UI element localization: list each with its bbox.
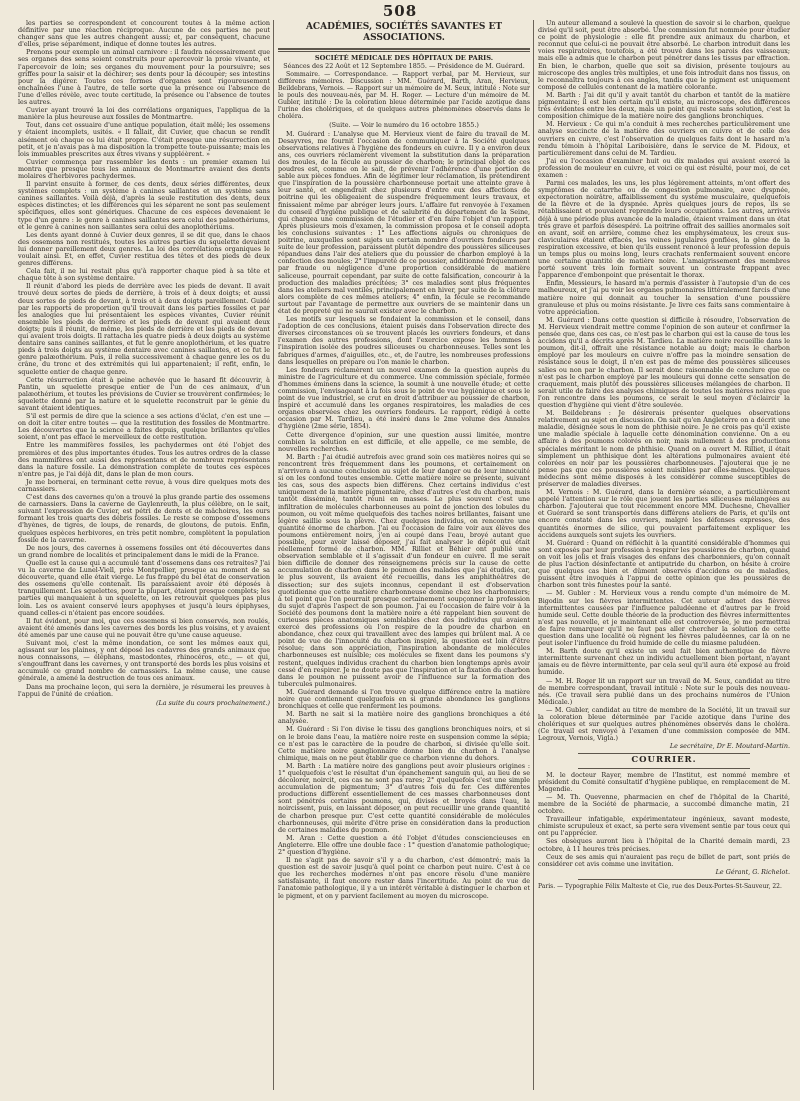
column-rule-left [273,20,274,1090]
secretary-signature: Le secrétaire, Dr E. Moutard-Martin. [669,742,790,751]
minutes-paragraph: Les fondeurs réclamèrent un nouvel examen de la question auprès du ministre de l'agriculture et du commerce. Une commission spéciale, formée d'hommes éminens dans la science, la soumit à une nouvelle étude; et cette commission, l'envisageant à la fois sous le point de vue hygiénique et sous le point de vue industriel, se crut en droit d'attribuer au poussier de charbon, inspiré et accumulé dans les organes respiratoires, les maladies de ces organes observées chez les ouvriers fondeurs. Le rapport, rédigé à cette occasion par M. Tardieu, a été inséré dans le 2me volume des Annales d'hygiène (2me série, 1854). [278,365,530,431]
minutes-paragraph: Cette divergence d'opinion, sur une question aussi limitée, montre combien la solution en est difficile, et elle appelle, ce me semble, de nouvelles recherches. [278,430,530,453]
article-paragraph: Prenons pour exemple un animal carnivore : il faudra nécessairement que ses organes des sens soient construits pour apercevoir la proie vivante, et l'apercevoir de loin; ses organes du mouvement pour la poursuivre; ses griffes pour la saisir et la déchirer; ses dents pour la découper; ses intestins pour la digérer. Toutes ces formes d'organes sont rigoureusement enchaînées l'une à l'autre, de telle sorte que la présence ou l'absence de l'une d'elles révèle, avec toute certitude, la présence ou l'absence de toutes les autres. [18,48,270,107]
courier-heading: COURRIER. [631,755,697,766]
article-paragraph: Je me bornerai, en terminant cette revue, à vous dire quelques mots des carnassiers. [18,477,270,493]
section-title: ACADÉMIES, SOCIÉTÉS SAVANTES ET ASSOCIATIONS. [305,22,503,43]
article-paragraph: S'il est permis de dire que la science a ses actions d'éclat, c'en est une — on doit la citer entre toutes — que la restitution des fossiles de Montmartre. Les découvertes que la science a faites depuis, quelque brillantes qu'elles soient, n'ont pas effacé le merveilleux de cette restitution. [18,412,270,442]
minutes-paragraph: M. Beildebrans : Je désirerais présenter quelques observations relativement au sujet en discussion. On sait qu'en Angleterre on a décrit une maladie, désignée sous le nom de phthisie noire. Je ne crois pas qu'il existe une maladie spéciale à laquelle cette dénomination convienne. On a eu affaire à des poumons colorés en noir, mais nullement à des productions spéciales méritant le nom de phthisie. Quand on a ouvert M. Rilliet, il était simplement un phthisique dont les altérations pulmonaires avaient été colorées en noir par les poussières charbonneuses. J'ajouterai que je ne pense pas que ces poussières soient nuisibles par elles-mêmes. Quelques médecins sont même disposés à les considérer comme susceptibles de préserver de maladies diverses. [538,409,790,488]
minutes-paragraph: — M. Gubler : M. Hervieux vous a rendu compte d'un mémoire de M. Bigodin sur les fièvres intermittentes. Cet auteur admet des fièvres intermittentes causées par l'influence paludéenne et d'autres par le froid humide seul. Cette double théorie de la production des fièvres intermittentes n'est pas nouvelle, et je maintenant elle est controversée, je me permettrai de faire remarquer qu'il ne faut pas aller chercher la solution de cette question dans une localité où règnent les fièvres paludéennes, car là on ne peut isoler l'influence du froid humide de celle du miasme paludéen. [538,589,790,648]
article-paragraph: Cuvier ayant trouvé la loi des corrélations organiques, l'appliqua de la manière la plus heureuse aux fossiles de Montmartre. [18,106,270,122]
column-2 [278,20,530,1096]
title-rule [278,48,530,52]
minutes-paragraph: M. Vernois : M. Guérard, dans la dernière séance, a particulièrement appelé l'attention sur le rôle que jouent les parties siliceuses mélangées au charbon. J'ajouterai que tout récemment encore MM. Duchesne, Chevallier et Guérard se sont transportés dans différens ateliers de Paris, et qu'ils ont encore constaté dans les ouvriers, malgré les défenses expresses, des quantités énormes de silice, qui pouvaient parfaitement expliquer les accidens auxquels sont sujets les ouvriers. [538,488,790,539]
minutes-paragraph: — M. Gubler, candidat au titre de membre de la Société, lit un travail sur la coloration bleue déterminée par l'acide azotique dans l'urine des cholériques et sur quelques autres phénomènes observés dans le choléra. (Ce travail est renvoyé à l'examen d'une commission composée de MM. Legroux, Vernois, Vigla.) [538,705,790,743]
summary: Sommaire. — Correspondance. — Rapport verbal, par M. Hervieux, sur différens mémoires. Discussion : MM. Guérard, Barth, Aran, Hervieux, Beildebrans, Vernois. — Rapport sur un mémoire de M. Seux, intitulé : Note sur le pouls des nouveau-nés, par M. H. Roger. — Lecture d'un mémoire de M. Gubler, intitulé : De la coloration bleue déterminée par l'acide azotique dans l'urine des cholériques, et de quelques autres phénomènes observés dans le choléra. [278,71,530,120]
column-rule-right [533,20,534,1090]
minutes-paragraph: — M. H. Roger lit un rapport sur un travail de M. Seux, candidat au titre de membre correspondant, travail intitulé : Note sur le pouls des nouveau-nés. (Ce travail sera publié dans un des prochains numéros de l'Union Médicale.) [538,676,790,706]
minutes-paragraph: Il ne s'agit pas de savoir s'il y a du charbon, c'est démontré; mais la question est de savoir jusqu'à quel point ce charbon peut nuire. C'est à ce que les recherches modernes n'ont pas encore résolu d'une manière satisfaisante, il faut encore rester dans l'incertitude. Au point de vue de l'anatomie pathologique, il y a un intérêt véritable à distinguer le charbon et le pigment, et on y parvient facilement au moyen du microscope. [278,856,530,900]
courier-paragraph: Ses obsèques auront lieu à l'hôpital de la Charité demain mardi, 23 octobre, à 11 heures très précises. [538,837,790,853]
to-be-continued-note: (La suite du cours prochainement.) [155,698,270,707]
courier-rule-bottom [578,768,750,769]
minutes-paragraph: M. Guérard : L'analyse que M. Hervieux vient de faire du travail de M. Desayvres, me fournit l'occasion de communiquer à la Société quelques observations relatives à l'hygiène des fondeurs en cuivre. Il y a environ deux ans, ces ouvriers réclamèrent vivement la substitution dans la préparation des moules, de la fécule au poussier de charbon; le principal objet de ces poudres est, comme on le sait, de prévenir l'adhérence d'une portion de sable aux pièces fondues. Afin de légitimer leur réclamation, ils prétendirent que l'inspiration de la poussière charbonneuse portait une atteinte grave à leur santé, et engendrait chez plusieurs d'entre eux des affections de poitrine qui les obligeaient de suspendre fréquemment leurs travaux, et finissaient même par abréger leurs jours. L'affaire fut renvoyée à l'examen du conseil d'hygiène publique et de salubrité du département de la Seine, qui chargea une commission de l'étudier et d'en faire l'objet d'un rapport. Après plusieurs mois d'examen, la commission proposa et le conseil adopta les conclusions suivantes : 1° Les affections aiguës ou chroniques de poitrine, auxquelles sont sujets un certain nombre d'ouvriers fondeurs par suite de leur profession, paraissent plutôt dépendre des poussières siliceuses répandues dans l'air des ateliers que du poussier de charbon employé à la confection des moules; 2° l'impureté de ce poussier, additionné fréquemment par fraude ou négligence d'une proportion considérable de matière saliceuse, pourrait cependant, par suite de cette falsification, concourir à la production des maladies précitées; 3° ces maladies sont plus fréquentes dans les ateliers mal ventilés, principalement en hiver, par suite de la clôture alors complète de ces mêmes ateliers; 4° enfin, la fécule se recommande surtout par l'avantage de permettre aux ouvriers de se maintenir dans un état de propreté qui ne saurait exister avec le charbon. [278,129,530,315]
column-3-body [538,20,790,742]
suite-note: (Suite. — Voir le numéro du 16 octobre 1855.) [329,120,479,129]
article-paragraph: Il parvint ensuite à former, de ces dents, deux séries différentes, deux systèmes complets : un système à canines saillantes et un système sans canines saillantes. Voilà déjà, d'après la seule restitution des dents, deux espèces distinctes; et les différences qui les séparent ne sont pas seulement spécifiques, elles sont génériques. Chacune de ces espèces devenaient le type d'un genre : le genre à canines saillantes sera celui des palæothériums, et le genre à canines non saillantes sera celui des anoplothériums. [18,180,270,231]
courier-paragraph: Travailleur infatigable, expérimentateur ingénieux, savant modeste, chimiste scrupuleux et exact, sa perte sera vivement sentie par tous ceux qui ont pu l'apprécier. [538,815,790,838]
minutes-paragraph: Un auteur allemand a soulevé la question de savoir si le charbon, quelque divisé qu'il soit, peut être absorbé. Une commission fut nommée pour étudier ce point de physiologie : elle fit prendre aux animaux du charbon, et reconnut que celui-ci ne pouvait être absorbé. Le charbon introduit dans les voies respiratoires, toutefois, a été trouvé dans les parois des vaisseaux; mais elle a admis que le charbon peut pénétrer dans les tissus par effraction. En bien, le charbon, quelle que soit sa division, présente toujours au microscope des angles très multiples, et une fois introduit dans nos tissus, on le reconnaîtra toujours à ces angles, tandis que le pigment est uniquement composé de cellules contenant de la matière colorante. [538,20,790,91]
minutes-paragraph: M. Barth : J'ai étudié autrefois avec grand soin ces matières noires qui se rencontrent très fréquemment dans les poumons, et certainement on n'arrivera à aucune conclusion au sujet de leur danger ou de leur innocuité si on les confond toutes ensemble. Cette matière noire se présente, suivant les cas, sous des aspects bien différens. Chez certains individus c'est uniquement de la matière pigmentaire, chez d'autres c'est du charbon, mais tantôt disséminé, tantôt réuni en masses. Le plus souvent c'est une infiltration de molécules charbonneuses au point de jonction des lobules du poumon, ou voit même quelquefois des taches noires brillantes, faisant une légère saillie sous la plèvre. Chez quelques individus, on rencontre une quantité énorme de charbon. J'ai eu l'occasion de faire voir aux élèves des poumons entièrement noirs, j'en ai coupé dans l'eau, broyé autant que possible, pour avoir laissé déposer, j'ai fait analyser le dépôt qui était réellement formé de charbon. MM. Rilliet et Béhier ont publié une observation semblable et il s'agissait d'un fondeur en cuivre. Il me serait bien difficile de donner des renseignemens précis sur la cause de cette accumulation de charbon dans le poumon des malades que j'ai étudiés, car, le plus souvent, ils avaient été recueillis, dans les amphithéâtres de dissection; sur des sujets inconnus, cependant il est d'observation quotidienne que cette matière charbonneuse domine chez les charbonniers; à tel point que l'on pourrait presque certainement soupçonner la profession du sujet d'après l'aspect de son poumon. J'ai eu l'occasion de faire voir à la Société des poumons dont la matière noire a été rappelant bien souvent de curieuses pièces anatomiques semblables chez des individus qui avaient exercé des professions où l'on respire de la poudre de charbon en abondance, chez ceux qui travaillent avec des lampes qui brûlent mal. A ce point de vue de l'innocuité du charbon inspiré, la question est loin d'être résolue; dans son appréciation, l'inspiration abondante de molécules charbonneuses est nuisible; ces molécules se fixent dans les poumons s'y restent, quelques individus crachent du charbon bien longtemps après avoir cessé d'en respirer. Je ne doute pas que l'inspiration et la fixation du charbon dans le poumon ne puissent avoir de l'influence sur la formation des tubercules pulmonaires. [278,452,530,688]
article-paragraph: Cela fait, il ne lui restait plus qu'à rapporter chaque pied à sa tête et chaque tête à son système dentaire. [18,267,270,283]
manager-signature: Le Gérant, G. Richelot. [715,867,790,876]
courier-body [538,772,790,868]
article-paragraph: Quelle est la cause qui a accumulé tant d'ossemens dans ces retraites? J'ai vu la caverne de Lunel-Viell, près Montpellier, presque au moment de sa découverte, quand elle était vierge. Le fus frappé du bel état de conservation des ossemens qu'elle contenait. Ils paraissaient avoir été déposés à tranquillement. Les squelettes, pour la plupart, étaient presque complets; les parties qui manquaient à un squelette, on les retrouvait quelques pas plus loin. Les os avaient conservé leurs apophyses et jusqu'à leurs épiphyses, quand celles-ci n'étaient pas encore soudées. [18,558,270,617]
article-paragraph: Il réunit d'abord les pieds de derrière avec les pieds de devant. Il avait trouvé deux sortes de pieds de derrière, à trois et à deux doigts; et aussi deux sortes de pieds de devant, à trois et à deux doigts pareillement. Guidé par les rapports de proportion qu'il trouvait dans les parties fossiles et par les analogies que lui présentaient les espèces vivantes, Cuvier réunit ensemble les pieds de derrière et les pieds de devant qui avaient deux doigts; puis il réunit, de même, les pieds de derrière et les pieds de devant qui avaient trois doigts. Il rattacha les quatre pieds à deux doigts au système dentaire sans canines saillantes, et fut le genre anoplothérium, et les quatre pieds à trois doigts au système dentaire avec canines saillantes, et ce fut le genre palæothérium. Puis, il relia successivement à chaque genre les os du crâne, du tronc et des extrémités qui lui appartenaient; il refit, enfin, le squelette entier de chaque genre. [18,282,270,376]
minutes-paragraph: M. Aran : Cette question a été l'objet d'études consciencieuses en Angleterre. Elle offre une double face : 1° question d'anatomie pathologique; 2° question d'hygiène. [278,833,530,856]
printer-imprint: Paris. — Typographie Félix Malteste et Cie, rue des Deux-Portes-St-Sauveur, 22. [538,882,782,890]
minutes-paragraph: M. Barth doute qu'il existe un seul fait bien authentique de fièvre intermittente survenant chez un individu actuellement bien portant, n'ayant jamais eu de fièvre intermittente, par cela seul qu'il aura été exposé au froid humide. [538,647,790,677]
session-line: Séances des 22 Août et 12 Septembre 1855. — Présidence de M. Guérard. [283,62,525,71]
minutes-paragraph: J'ai eu l'occasion d'examiner huit ou dix malades qui avaient exercé la profession de mouleur en cuivre, et voici ce qui est résulté, pour moi, de cet examen : [538,156,790,179]
column-2-body [278,131,530,900]
minutes-paragraph: M. Guérard demande si l'on trouve quelque différence entre la matière noire que contiennent quelquefois en si grande abondance les ganglions bronchiques et celle que renferment les poumons. [278,687,530,711]
article-paragraph: Il fut évident, pour moi, que ces ossemens si bien conservés, non roulés, avaient été amenés dans les cavernes des bords les plus voisins, et y avaient été amenés par une cause qui ne pouvait être qu'une cause aqueuse. [18,616,270,639]
society-name: SOCIÉTÉ MÉDICALE DES HÔPITAUX DE PARIS. [314,54,494,62]
minutes-paragraph: M. Hervieux : Ce qui m'a conduit à mes recherches particulièrement une analyse succincte de la matière des ouvriers en cuivre et de celle des ouvriers en cuivre, c'est l'observation de quelques faits dont le hasard m'a rendu témoin à l'hôpital Lariboisière, dans le service de M. Pidoux, et particulièrement dans celui de M. Tardieu. [538,120,790,157]
courier-paragraph: — M. Th. Quevenne, pharmacien en chef de l'hôpital de la Charité, membre de la Société de pharmacie, a succombé dimanche matin, 21 octobre. [538,792,790,816]
courier-rule-top [578,753,750,754]
courier-paragraph: Ceux de ses amis qui n'auraient pas reçu de billet de part, sont priés de considérer cet avis comme une invitation. [538,852,790,868]
minutes-paragraph: M. Guérard : Dans cette question si difficile à résoudre, l'observation de M. Hervieux viendrait mettre comme l'opinion de son auteur et confirmer la pensée que, dans ces cas, ce n'est pas le charbon qui est la cause de tous les accidens qu'il a décrits après M. Tardieu. La matière noire recueillie dans le poumon, dit-il, offrait une résistance notable au doigt; mais le charbon employé par les mouleurs en cuivre n'offre pas la moindre sensation de résistance sous le doigt, il n'en est pas de même des poussières siliceuses salies ou non par le charbon. Il serait donc raisonnable de conclure que ce n'est pas le charbon employé par les mouleurs qui donne cette sensation de craquement, mais plutôt des poussières siliceuses mélangées de charbon. Il serait utile de faire des analyses chimiques de toutes les matières noires que l'on rencontre dans les poumons, ce serait le seul moyen d'éclaircir la question d'hygiène qui vient d'être soulevée. [538,315,790,409]
minutes-paragraph: M. Barth : La matière noire des ganglions peut avoir plusieurs origines : 1° quelquefois c'est le résultat d'un épanchement sanguin qui, au lieu de se décolorer, noircit, ces cas ne sont pas rares; 2° quelquefois c'est une simple accumulation de pigmentum; 3° d'autres fois du fer. Ces différentes productions diffèrent essentiellement de ces masses charbonneuses dont sont pénétrés certains poumons, qui, divisés et broyés dans l'eau, la noircissent, puis, en laissant déposer, on peut recueillir une grande quantité de charbon presque pur. C'est cette quantité considérable de molécules charbonneuses, qui mérite d'être prise en considération dans la production de certaines maladies du poumon. [278,761,530,834]
courier-paragraph: M. le docteur Rayer, membre de l'Institut, est nommé membre et président du Comité consultatif d'hygiène publique, en remplacement de M. Magendie. [538,770,790,793]
article-paragraph: Cette résurrection était à peine achevée que le hasard fit découvrir, à Pantin, un squelette presque entier de l'un de ces animaux, d'un palæothérium, et toutes les prévisions de Cuvier se trouvèrent confirmées; le squelette donné par la nature et le squelette reconstruit par le génie du savant étaient identiques. [18,375,270,412]
minutes-paragraph: Parmi ces malades, les uns, les plus légèrement atteints, m'ont offert des symptômes de catarrhe ou de congestion pulmonaire, avec dyspnée, expectoration noirâtre, affaiblissement du système musculaire, quelquefois de la fièvre et de la dyspnée. Après quelques jours de repos, ils se rétablissaient et pouvaient reprendre leurs occupations. Les autres, arrivés déjà à une période plus avancée de la maladie, étaient vraiment dans un état très grave et parfois désespéré. La poitrine offrait des saillies anormales soit en avant, soit en arrière, comme chez les emphysémateux, les creux sus-claviculaires étaient effacés, les veines jugulaires gonflées, la gêne de la respiration excessive, et bien qu'ils eussent renoncé à leur profession depuis un temps plus ou moins long, leurs crachats renfermaient souvent encore une certaine quantité de matière noire. L'amaigrissement des membres porté souvent très loin formait souvent un contraste frappant avec l'apparence d'embonpoint que présentait le thorax. [538,179,790,280]
minutes-paragraph: M. Guérard : Quand on réfléchit à la quantité considérable d'hommes qui sont exposés par leur profession à respirer les poussières de charbon, quand on voit les jolis et frais visages des enfans des charbonniers, qu'on connaît de plus l'action désinfectante et antiputride du charbon, on hésite à croire que quelques cas bien et dûment observés d'accidens ou de maladies, puissent être invoqués à l'appui de cette opinion que les poussières de charbon sont très funestes pour la santé. [538,538,790,590]
imprint-rule [578,879,750,880]
minutes-paragraph: M. Barth ne sait si la matière noire des ganglions bronchiques a été analysée. [278,710,530,726]
article-paragraph: Tout, dans cet ossuaire d'une antique population, était mêlé; les ossemens y étaient incomplets, usités. « Il fallait, dit Cuvier, que chacun se rendît aisément où chaque os lui était propre. C'était presque une résurrection en petit, et je n'avais pas à ma disposition la trompette toute-puissante; mais les lois immuables prescrites aux êtres vivans y suppléèrent. » [18,121,270,158]
article-paragraph: C'est dans des cavernes qu'on a trouvé la plus grande partie des ossemens de carnassiers. Dans la caverne de Gaylenreuth, la plus célèbre, on le sait, suivant l'expression de Cuvier, est pétri de dents et de mâchoires, les ours formant les trois quarts des débris fossiles. Le reste se compose d'ossemens d'hyènes, de tigres, de loups, de renards, de gloutons, de putois. Enfin, quelques espèces herbivores, en très petit nombre, complètent la population fossile de la caverne. [18,493,270,544]
column-3 [538,20,790,1096]
article-paragraph: Cuvier commença par rassembler les dents : un premier examen lui montra que presque tous les animaux de Montmartre avaient des dents molaires d'herbivores pachydermes. [18,157,270,180]
article-paragraph: De nos jours, des cavernes à ossemens fossiles ont été découvertes dans un grand nombre de localités et principalement dans le midi de la France. [18,543,270,559]
minutes-paragraph: Les motifs sur lesquels se fondaient la commission et le conseil, dans l'adoption de ces conclusions, étaient puisés dans l'observation directe des diverses circonstances où se trouvent placés les ouvriers fondeurs, et dans l'examen des autres professions, dont l'exercice expose les hommes à l'inspiration isolée des poudres siliceuses ou charbonneuses. Telles sont les fabriques d'armes, d'aiguilles, etc., et, de l'autre, les nombreuses professions dans lesquelles on prépare ou l'on manie le charbon. [278,315,530,366]
article-paragraph: Entre les mammifères fossiles, les pachydermes ont été l'objet des premières et des plus importantes études. Tous les autres ordres de la classe des mammifères ont aussi des représentans et de nombreux représentans dans la nature fossile. La démonstration complète de toutes ces espèces n'entre pas, je l'ai déjà dit, dans le plan de mon cours. [18,441,270,478]
minutes-paragraph: M. Guérard : Si l'on divise le tissu des ganglions bronchiques noirs, et si on le broie dans l'eau, la matière noire reste en suspension comme la sépia; ce n'est pas le caractère de la poudre de charbon, si divisée qu'elle soit. Cette matière noire ganglionnaire donne bien du charbon à l'analyse chimique, mais on ne peut établir que ce charbon vienne du dehors. [278,725,530,762]
column-1-body [18,20,270,698]
article-paragraph: les parties se correspondent et concourent toutes à la même action définitive par une réaction réciproque. Aucune de ces parties ne peut changer sans que les autres changent aussi; et, par conséquent, chacune d'elles, prise séparément, indique et donne toutes les autres. [18,20,270,49]
article-paragraph: Les dents ayant donné à Cuvier deux genres, il se dit que, dans le chaos des ossemens non restitués, toutes les autres parties du squelette devaient lui donner pareillement deux genres. La loi des corrélations organiques le voulait ainsi. Et, en effet, Cuvier restitua des têtes et des pieds de deux genres différens. [18,230,270,268]
column-1 [18,20,270,1096]
minutes-paragraph: Enfin, Messieurs, le hasard m'a permis d'assister à l'autopsie d'un de ces malheureux, et j'ai pu voir les organes pulmonaires littéralement farcis d'une matière noire qui donnait au toucher la sensation d'une poussière granuleuse et plus ou moins résistante. Je livre ces faits sans commentaire à votre appréciation. [538,279,790,316]
minutes-paragraph: M. Barth : J'ai dit qu'il y avait tantôt du charbon et tantôt de la matière pigmentaire; il est bien certain qu'il existe, au microscope, des différences très évidentes entre les deux, mais un point qui reste sans solution, c'est la composition chimique de la matière noire des ganglions bronchiques. [538,90,790,121]
article-paragraph: Dans ma prochaine leçon, qui sera la dernière, je résumerai les preuves à l'appui de l'unité de création. [18,682,270,698]
page-number: 508 [382,2,418,20]
article-paragraph: Suivant moi, c'est la même inondation, ce sont les mêmes eaux qui, agissant sur les plaines, y ont déposé les cadavres des grands animaux que nous connaissons, — éléphans, mastodontes, rhinocéros, etc., — et qui, s'engouffrant dans les cavernes, y ont transporté des bords les plus voisins et accumulé ce grand nombre de carnassiers. La même cause, une cause générale, a amené la destruction de tous ces animaux. [18,638,270,683]
